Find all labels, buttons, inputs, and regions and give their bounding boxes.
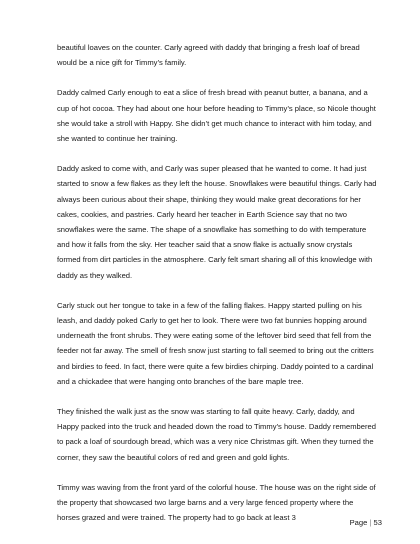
page-number: 53 <box>373 518 382 527</box>
page-footer <box>350 518 382 528</box>
page-separator: | <box>369 518 372 527</box>
paragraph-6: Timmy was waving from the front yard of the colorful house. The house was on the right side of the property that showcased two large barns and a very large fenced property where the horses grazed and were trained. The property had to go back at least 3 <box>57 482 376 523</box>
paragraph-3: Daddy asked to come with, and Carly was super pleased that he wanted to come. It had just started to snow a few flakes as they left the house. Snowflakes were beautiful things. Carly had always been curious about their shape, thinking they would make great decorations for her cakes, cookies, and pastries. Carly heard her teacher in Earth Science say that no two snowflakes were the same. The shape of a snowflake has something to do with temperature and how it falls from the sky. Her teacher said that a snow flake is actually snow crystals formed from dirt particles in the atmosphere. Carly felt smart sharing all of this knowledge with daddy as they walked. <box>57 164 377 280</box>
paragraph-5: They finished the walk just as the snow was starting to fall quite heavy. Carly, daddy, and Happy packed into the truck and headed down the road to Timmy’s house. Daddy remembered to pack a loaf of sourdough bread, which was a very nice Christmas gift. When they turned the corner, they saw the beautiful colors of red and green and gold lights. <box>57 407 376 462</box>
body-text <box>57 40 377 540</box>
paragraph-2: Daddy calmed Carly enough to eat a slice of fresh bread with peanut butter, a banana, and a cup of hot cocoa. They had about one hour before heading to Timmy’s place, so Nicole thought she would take a stroll with Happy. She didn’t get much chance to interact with him today, and she wanted to continue her training. <box>57 88 376 144</box>
page-label: Page <box>349 518 368 527</box>
paragraph-1: beautiful loaves on the counter. Carly agreed with daddy that bringing a fresh loaf of bread would be a nice gift for Timmy’s family. <box>57 43 360 68</box>
paragraph-4: Carly stuck out her tongue to take in a few of the falling flakes. Happy started pulling on his leash, and daddy poked Carly to get her to look. There were two fat bunnies hopping around underneath the front shrubs. They were eating some of the leftover bird seed that fell from the feeder not far away. The smell of fresh snow just starting to fall seemed to bring out the critters and birdies to feed. In fact, there were quite a few birdies chirping. Daddy pointed to a cardinal and a chickadee that were hanging onto branches of the bare maple tree. <box>57 300 374 386</box>
